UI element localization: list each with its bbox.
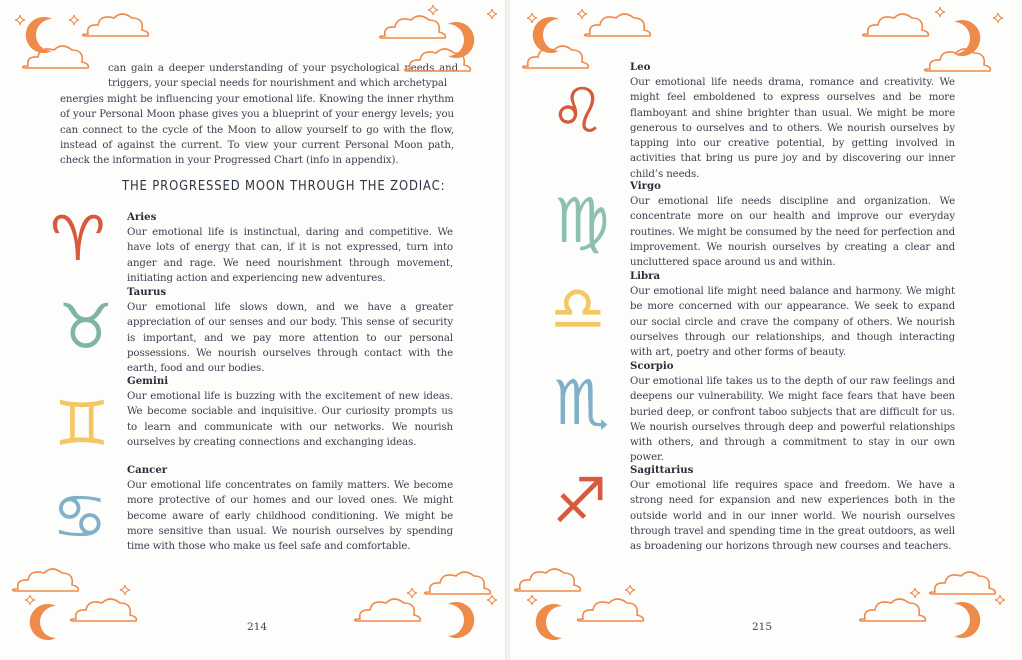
entry-title: Taurus (127, 286, 167, 298)
page-number: 214 (247, 621, 268, 633)
sagittarius-icon: ♐︎ (552, 464, 608, 537)
entry-title: Aries (127, 211, 157, 223)
virgo-icon: ♍︎ (554, 184, 610, 257)
entry-title: Gemini (127, 375, 169, 387)
entry-text: Our emotional life is buzzing with the excitement of new ideas. We become sociable and inquisitive. Our curiosity prompts us to learn and communicate with our networks. We nourish ourselves by creating connections and exchanging ideas. (127, 391, 453, 448)
entry-text: Our emotional life slows down, and we have a greater appreciation of our senses and our body. This sense of security is important, and we pay more attention to our personal possessions. We nourish ourselves through contact with the earth, food and our bodies. (127, 302, 453, 375)
section-heading: THE PROGRESSED MOON THROUGH THE ZODIAC: (122, 178, 446, 194)
entry-title: Sagittarius (630, 464, 694, 476)
entry-text: Our emotional life might need balance and harmony. We might be more concerned with our appearance. We seek to expand our social circle and crave the company of others. We nourish ourselves through our relationships, and though interacting with art, poetry and other forms of beauty. (630, 286, 955, 359)
leo-icon: ♌︎ (550, 74, 606, 147)
taurus-icon: ♉︎ (58, 290, 114, 363)
gemini-icon: ♊︎ (54, 387, 110, 460)
entry-text: Our emotional life requires space and freedom. We have a strong need for expansion and new experiences both in the outside world and in our inner world. We nourish ourselves through travel and spending time in the great outdoors, as well as broadening our horizons through new courses and teachers. (630, 480, 955, 553)
libra-icon: ♎︎ (550, 272, 606, 345)
entry-title: Virgo (630, 180, 661, 192)
scorpio-icon: ♏︎ (554, 366, 610, 439)
page-number: 215 (752, 621, 773, 633)
entry-text: Our emotional life concentrates on family matters. We become more protective of our homes and our loved ones. We might become aware of early childhood conditioning. We might be more sensitive than usual. We nourish ourselves by spending time with those who make us feel safe and comfortable. (127, 480, 453, 553)
entry-text: Our emotional life needs drama, romance and creativity. We might feel emboldened to express ourselves and be more flamboyant and shine brighter than usual. We might be more generous to ourselves and to others. We nourish ourselves by tapping into our creative potential, by getting involved in activities that bring us pure joy and by discovering our inner child’s needs. (630, 77, 955, 180)
entry-title: Cancer (127, 464, 168, 476)
entry-text: Our emotional life is instinctual, daring and competitive. We have lots of energy that can, if it is not expressed, turn into anger and rage. We need nourishment through movement, initiating action and experiencing new adventures. (127, 227, 453, 284)
entry-title: Scorpio (630, 360, 674, 372)
aries-icon: ♈︎ (50, 202, 106, 275)
entry-text: Our emotional life needs discipline and organization. We concentrate more on our health and improve our everyday routines. We might be consumed by the need for perfection and improvement. We nourish ourselves by creating a clear and uncluttered space around us and within. (630, 196, 955, 269)
cancer-icon: ♋︎ (52, 480, 108, 553)
intro-paragraph-rest: energies might be influencing your emotional life. Knowing the inner rhythm of your Personal Moon phase gives you a blueprint of your energy levels; you can connect to the cycle of the Moon to allow yourself to go with the flow, instead of against the current. To view your current Personal Moon path, check the information in your Progressed Chart (info in appendix). (60, 94, 454, 167)
entry-title: Leo (630, 61, 651, 73)
entry-title: Libra (630, 270, 661, 282)
intro-paragraph-start: can gain a deeper understanding of your psychological needs and triggers, your special needs for nourishment and which archetypal (108, 63, 458, 90)
entry-text: Our emotional life takes us to the depth of our raw feelings and deepens our vulnerability. We might face fears that have been buried deep, or confront taboo subjects that are difficult for us. We nourish ourselves through deep and powerful relationships with others, and through a commitment to stay in our own power. (630, 376, 955, 464)
